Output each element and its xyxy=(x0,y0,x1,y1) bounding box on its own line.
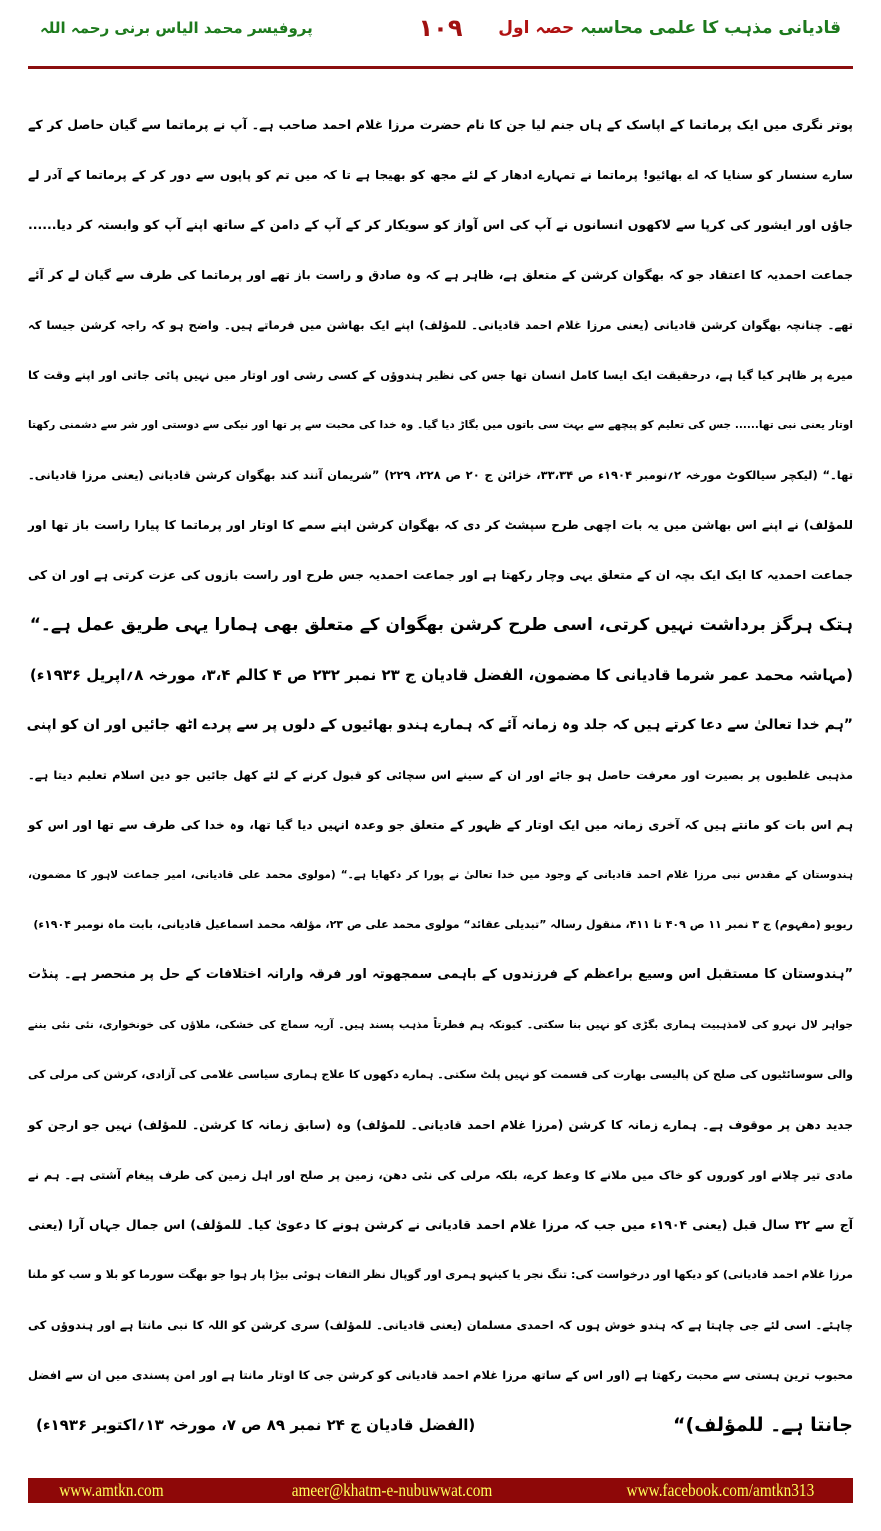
page-number: ۱۰۹ xyxy=(418,14,463,42)
text-line: مادی تیر چلانے اور کوروں کو خاک میں ملانے کا وعظ کرے، بلکہ مرلی کی نئی دھن، زمین پر صلح اور اہل زمین کی طرف پیغام آشتی ہے۔ ہم نے xyxy=(28,1168,853,1182)
facebook-link[interactable]: www.facebook.com/amtkn313 xyxy=(626,1480,815,1500)
book-title-text: قادیانی مذہب کا علمی محاسبہ xyxy=(580,18,841,38)
citation: ریویو (مفہوم) ج ۳ نمبر ۱۱ ص ۴۰۹ تا ۴۱۱، منقول رسالہ ”تبدیلی عقائد“ مولوی محمد علی ص ۲۳، مؤلفہ محمد اسماعیل قادیانی، بابت ماہ نومبر ۱۹۰۴ء) xyxy=(33,918,853,931)
text-line: پوتر نگری میں ایک پرماتما کے اپاسک کے ہاں جنم لیا جن کا نام حضرت مرزا غلام احمد صاحب ہے۔ آپ نے پرماتما سے گیان حاصل کر کے xyxy=(28,117,853,132)
text-line: ”ہندوستان کا مستقبل اس وسیع براعظم کے فرزندوں کے باہمی سمجھوتہ اور فرقہ وارانہ اختلافات کے حل پر منحصر ہے۔ پنڈت xyxy=(28,967,853,982)
text-line: ہتک ہرگز برداشت نہیں کرتی، اسی طرح کرشن بھگوان کے متعلق بھی ہمارا یہی طریق عمل ہے۔“ xyxy=(29,615,853,635)
text-line: مرزا غلام احمد قادیانی) کو دیکھا اور درخواست کی: تنگ نجر یا کینہو ہمری اور گوپال نظر التفات ہوئی بیڑا پار ہوا جو بھگت سورما کو بلا و سب کو ملنا xyxy=(27,1268,853,1281)
website-link[interactable]: www.amtkn.com xyxy=(59,1480,164,1500)
text-line: محبوب ترین ہستی سے محبت رکھتا ہے (اور اس کے ساتھ مرزا غلام احمد قادیانی کو کرشن جی کا اوتار مانتا ہے اور امن پسندی میں ان سے افضل xyxy=(28,1368,853,1382)
text-line: للمؤلف) نے اپنے اس بھاشن میں یہ بات اچھی طرح سپشٹ کر دی کہ بھگوان کرشن اپنے سمے کا اوتار اور پرماتما کا پیارا راست باز تھا اور xyxy=(28,518,853,532)
text-line: جانتا ہے۔ للمؤلف)“ xyxy=(673,1414,853,1436)
author-name: پروفیسر محمد الیاس برنی رحمہ اللہ xyxy=(40,19,313,37)
footer-bar xyxy=(28,1478,853,1503)
text-line: جماعت احمدیہ کا اعتقاد جو کہ بھگوان کرشن کے متعلق ہے، ظاہر ہے کہ وہ صادق و راست باز تھے اور پرماتما کی طرف سے گیان لے کر آئے xyxy=(28,268,853,282)
citation: (الفضل قادیان ج ۲۴ نمبر ۸۹ ص ۷، مورخہ ۱۳؍اکتوبر ۱۹۳۶ء) xyxy=(36,1416,476,1434)
text-line: ”ہم خدا تعالیٰ سے دعا کرتے ہیں کہ جلد وہ زمانہ آئے کہ ہمارے ہندو بھائیوں کے دلوں پر سے پردے اٹھ جائیں اور ان کو اپنی xyxy=(26,717,853,733)
email-link[interactable]: ameer@khatm-e-nubuwwat.com xyxy=(291,1480,492,1500)
text-line: جواہر لال نہرو کی لامذہبیت ہماری بگڑی کو نہیں بنا سکتی۔ کیونکہ ہم فطرتاً مذہب پسند ہیں۔ آریہ سماج کی خشکی، ملاؤں کی خونخواری، نئی نئی بننے xyxy=(28,1019,853,1031)
text-line: تھے۔ چنانچہ بھگوان کرشن قادیانی (یعنی مرزا غلام احمد قادیانی۔ للمؤلف) اپنے ایک بھاشن میں فرماتے ہیں۔ واضح ہو کہ راجہ کرشن جیسا کہ xyxy=(28,318,853,332)
text-line: آج سے ۳۲ سال قبل (یعنی ۱۹۰۴ء میں جب کہ مرزا غلام احمد قادیانی نے کرشن ہونے کا دعویٰ کیا۔ للمؤلف) اس جمال جہاں آرا (یعنی xyxy=(28,1217,853,1232)
text-line: سارے سنسار کو سنایا کہ اے بھائیو! پرماتما نے تمہارے ادھار کے لئے مجھ کو بھیجا ہے تا کہ میں تم کو پاپوں سے دور کر کے پرماتما کے آدر لے xyxy=(28,168,853,182)
text-line: والی سوسائٹیوں کی صلح کن پالیسی بھارت کی قسمت کو نہیں پلٹ سکتی۔ ہمارے دکھوں کا علاج ہماری سیاسی غلامی کی آزادی، کرشن کی مرلی کی xyxy=(28,1068,853,1081)
text-line: چاہئے۔ اسی لئے جی چاہتا ہے کہ ہندو خوش ہوں کہ احمدی مسلمان (یعنی قادیانی۔ للمؤلف) سری کرشن کو اللہ کا نبی مانتا ہے اور ہندوؤں کی xyxy=(28,1318,853,1332)
text-line: جدید دھن پر موقوف ہے۔ ہمارے زمانہ کا کرشن (مرزا غلام احمد قادیانی۔ للمؤلف) وہ (سابق زمانہ کا کرشن۔ للمؤلف) نہیں جو ارجن کو xyxy=(28,1118,854,1132)
text-line: مذہبی غلطیوں پر بصیرت اور معرفت حاصل ہو جائے اور ان کے سینے اس سچائی کو قبول کرنے کے لئے کھل جائیں جو دین اسلام تعلیم دیتا ہے۔ xyxy=(28,768,853,782)
text-line: تھا۔“ (لیکچر سیالکوٹ مورخہ ۲؍نومبر ۱۹۰۴ء ص ۳۳،۳۴، خزائن ج ۲۰ ص ۲۲۸، ۲۲۹) ”شریمان آنند کند بھگوان کرشن قادیانی (یعنی مرزا قادیانی۔ xyxy=(28,468,854,482)
text-line: ہم اس بات کو مانتے ہیں کہ آخری زمانہ میں ایک اوتار کے ظہور کے متعلق جو وعدہ انہیں دیا گیا تھا، وہ خدا کی طرف سے تھا اور اس کو xyxy=(28,818,853,832)
text-line: میرے پر ظاہر کیا گیا ہے، درحقیقت ایک ایسا کامل انسان تھا جس کی نظیر ہندوؤں کے کسی رشی اور اوتار میں نہیں پائی جاتی اور اپنے وقت کا xyxy=(28,368,853,382)
book-part: حصہ اول xyxy=(498,18,575,38)
header-divider xyxy=(28,66,853,69)
text-line: اوتار یعنی نبی تھا...... جس کی تعلیم کو پیچھے سے بہت سی باتوں میں بگاڑ دیا گیا۔ وہ خدا کی محبت سے پر تھا اور نیکی سے دوستی اور شر سے دشمنی رکھتا xyxy=(28,419,853,431)
text-line: ہندوستان کے مقدس نبی مرزا غلام احمد قادیانی کے وجود میں خدا تعالیٰ نے پورا کر دکھایا ہے۔“ (مولوی محمد علی قادیانی، امیر جماعت لاہور کا مضمون، xyxy=(28,869,853,881)
text-line: جاؤں اور ایشور کی کرپا سے لاکھوں انسانوں نے آپ کی اس آواز کو سویکار کر کے آپ کے دامن کے ساتھ اپنے آپ کو وابستہ کر دیا...... xyxy=(28,217,853,232)
text-line: جماعت احمدیہ کا ایک ایک بچہ ان کے متعلق یہی وچار رکھتا ہے اور جماعت احمدیہ جس طرح اور راست بازوں کی عزت کرتی ہے اور ان کی xyxy=(28,568,853,582)
citation: (مہاشہ محمد عمر شرما قادیانی کا مضمون، الفضل قادیان ج ۲۳ نمبر ۲۳۲ ص ۴ کالم ۳،۴، مورخہ ۸؍اپریل ۱۹۳۶ء) xyxy=(29,666,853,684)
